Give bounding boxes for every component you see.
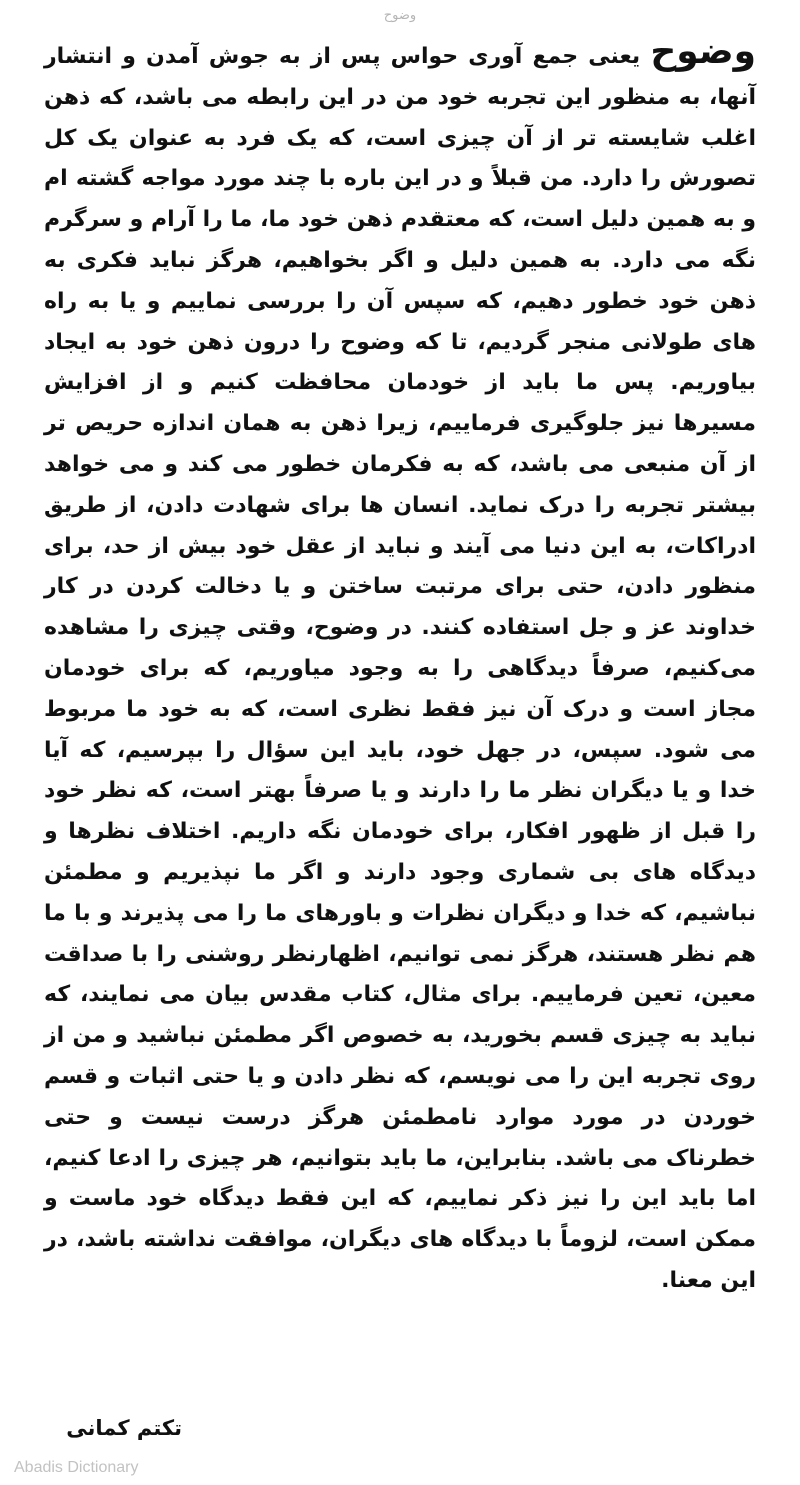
page-label: وضوح xyxy=(383,8,417,23)
site-watermark: Abadis Dictionary xyxy=(14,1459,139,1476)
author-name: تکتم کمانی xyxy=(66,1416,182,1440)
definition-text: یعنی جمع آوری حواس پس از به جوش آمدن و انتشار آنها، به منظور این تجربه خود من در این رابطه می باشد، که ذهن اغلب شایسته تر از آن چیزی است، که یک فرد به عنوان یک کل تصورش را دارد. من قبلاً و در این باره با چند مورد مواجه گشته ام و به همین دلیل است، که معتقدم ذهن خود ما، ما را آرام و سرگرم نگه می دارد. به همین دلیل و اگر بخواهیم، هرگز نباید فکری به ذهن خود خطور دهیم، که سپس آن را بررسی نماییم و یا به راه های طولانی منجر گردیم، تا که وضوح را درون ذهن خود به ایجاد بیاوریم. پس ما باید از خودمان محافظت کنیم و از افزایش مسیرها نیز جلوگیری فرماییم، زیرا ذهن به همان اندازه حریص تر از آن منبعی می باشد، که به فکرمان خطور می کند و می خواهد بیشتر تجربه را درک نماید. انسان ها برای شهادت دادن، از طریق ادراکات، به این دنیا می آیند و نباید از عقل خود بیش از حد، برای منظور دادن، حتی برای مرتبت ساختن و یا دخالت کردن در کار خداوند عز و جل استفاده کنند. در وضوح، وقتی چیزی را مشاهده می‌کنیم، صرفاً دیدگاهی را به وجود میاوریم، که برای خودمان مجاز است و درک آن نیز فقط نظری است، که به خود ما مربوط می شود. سپس، در جهل خود، باید این سؤال را بپرسیم، که آیا خدا و یا دیگران نظر ما را دارند و یا صرفاً بهتر است، که نظر خود را قبل از ظهور افکار، برای خودمان نگه داریم. اختلاف نظرها و دیدگاه های بی شماری وجود دارند و اگر ما نپذیریم و مطمئن نباشیم، که خدا و دیگران نظرات و باورهای ما را می پذیرند و با ما هم نظر هستند، هرگز نمی توانیم، اظهارنظر روشنی را با صداقت معین، تعین فرماییم. برای مثال، کتاب مقدس بیان می نمایند، که نباید به چیزی قسم بخورید، به خصوص اگر مطمئن نباشید و من از روی تجربه این را می نویسم، که نظر دادن و یا حتی اثبات و قسم خوردن در مورد موارد نامطمئن هرگز درست نیست و حتی خطرناک می باشد. بنابراین، ما باید بتوانیم، هر چیزی را ادعا کنیم، اما باید این را نیز ذکر نماییم، که این فقط دیدگاه خود ماست و ممکن است، لزوماً با دیدگاه های دیگران، موافقت نداشته باشد، در این معنا. xyxy=(44,44,756,1293)
article-body xyxy=(44,32,756,1302)
headword: وضوح xyxy=(650,31,756,72)
